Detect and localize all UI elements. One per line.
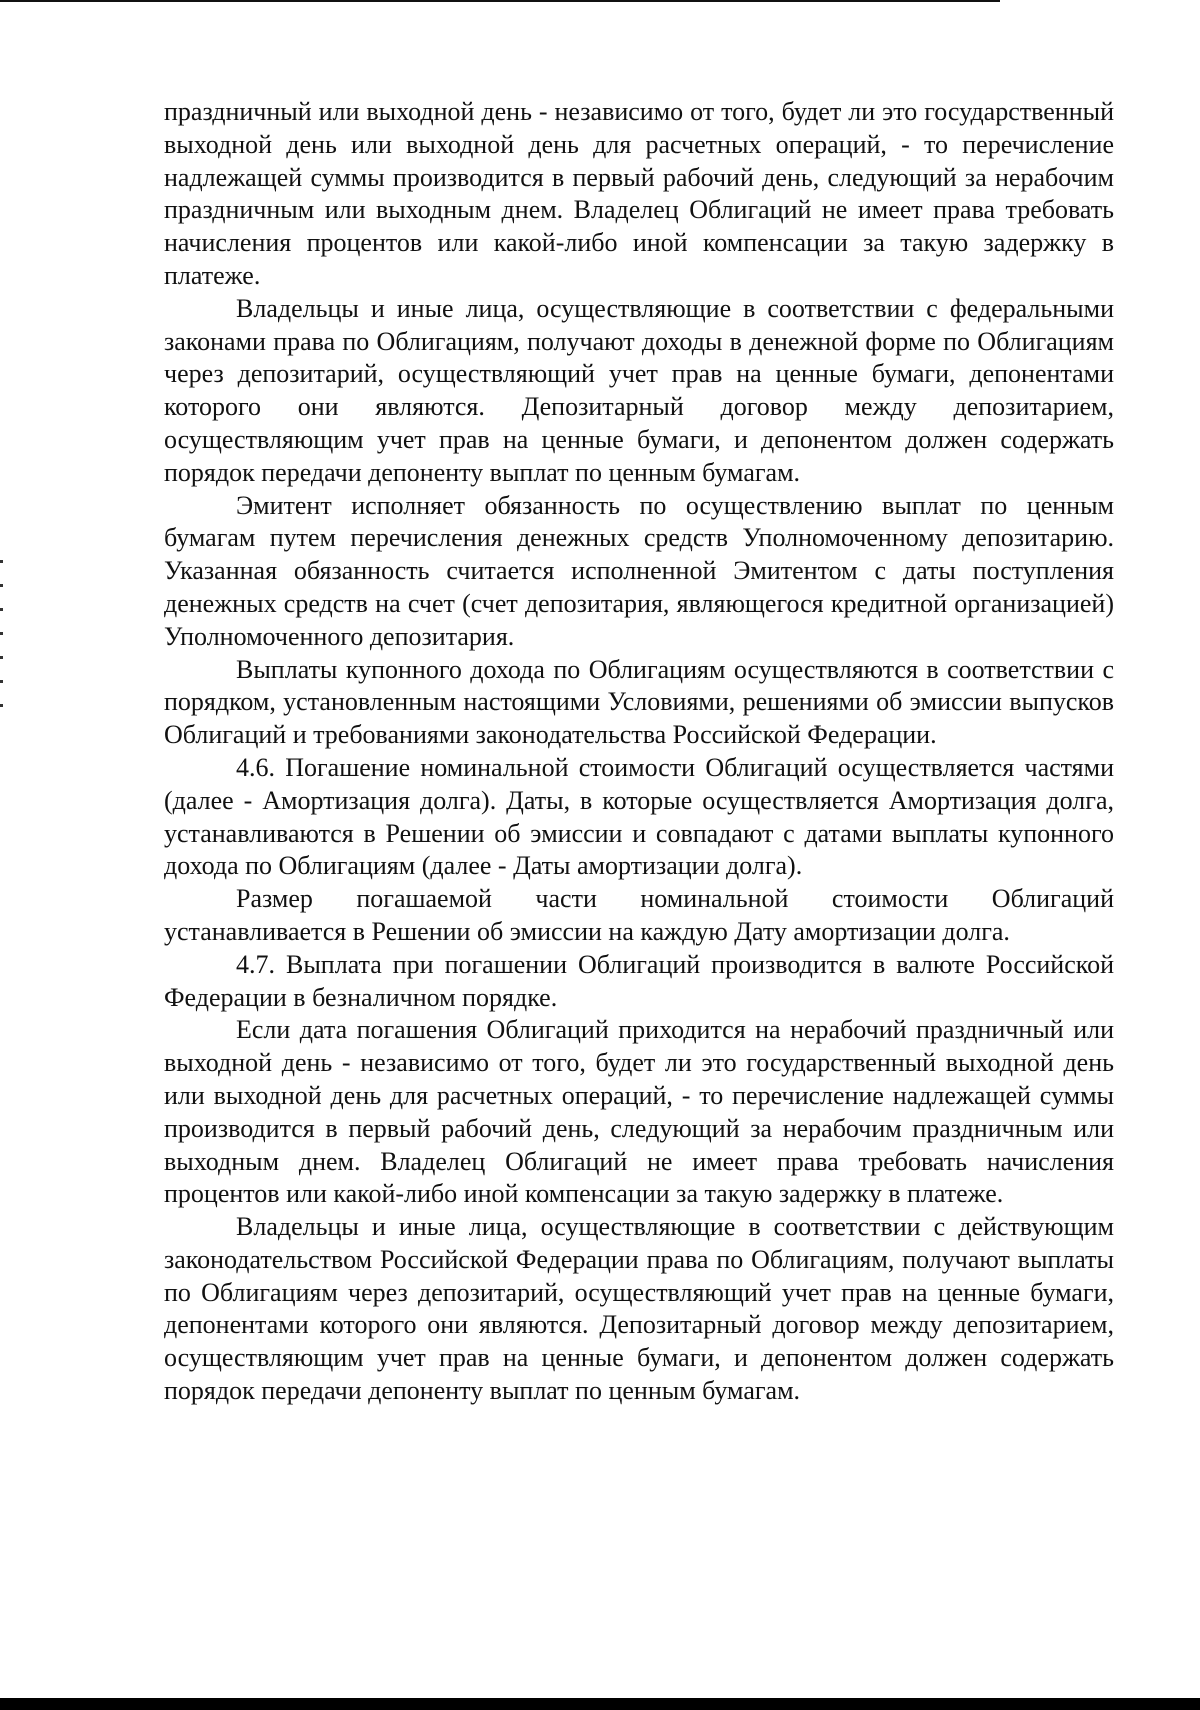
scan-top-edge xyxy=(0,0,1000,2)
paragraph: Если дата погашения Облигаций приходится на нерабочий праздничный или выходной день - независимо от того, будет ли это государственный выходной день или выходной день для расчетных операций, - то перечисление надлежащей суммы производится в первый рабочий день, следующий за нерабочим праздничным или выходным днем. Владелец Облигаций не имеет права требовать начисления процентов или какой-либо иной компенсации за такую задержку в платеже. xyxy=(164,1015,1114,1209)
paragraph: Выплаты купонного дохода по Облигациям осуществляются в соответствии с порядком, установленным настоящими Условиями, решениями об эмиссии выпусков Облигаций и требованиями законодательства Российской Федерации. xyxy=(164,654,1114,750)
paragraph: Владельцы и иные лица, осуществляющие в соответствии с действующим законодательством Российской Федерации права по Облигациям, получают выплаты по Облигациям через депозитарий, осуществляющий учет прав на ценные бумаги, депонентами которого они являются. Депозитарный договор между депозитарием, осуществляющим учет прав на ценные бумаги, и депонентом должен содержать порядок передачи депоненту выплат по ценным бумагам. xyxy=(164,1212,1114,1406)
paragraph: Владельцы и иные лица, осуществляющие в соответствии с федеральными законами права по Облигациям, получают доходы в денежной форме по Облигациям через депозитарий, осуществляющий учет прав на ценные бумаги, депонентами которого они являются. Депозитарный договор между депозитарием, осуществляющим учет прав на ценные бумаги, и депонентом должен содержать порядок передачи депоненту выплат по ценным бумагам. xyxy=(164,293,1114,487)
paragraph-continued: праздничный или выходной день - независимо от того, будет ли это государственный выходной день или выходной день для расчетных операций, - то перечисление надлежащей суммы производится в первый рабочий день, следующий за нерабочим праздничным или выходным днем. Владелец Облигаций не имеет права требовать начисления процентов или какой-либо иной компенсации за такую задержку в платеже. xyxy=(164,97,1114,290)
paragraph: Размер погашаемой части номинальной стоимости Облигаций устанавливается в Решении об эмиссии на каждую Дату амортизации долга. xyxy=(164,884,1114,946)
scan-bottom-edge xyxy=(0,1698,1200,1710)
paragraph-section-4-7: 4.7. Выплата при погашении Облигаций производится в валюте Российской Федерации в безналичном порядке. xyxy=(164,949,1114,1012)
document-body xyxy=(164,96,1114,1408)
scan-left-margin-marks xyxy=(0,560,3,720)
paragraph-section-4-6: 4.6. Погашение номинальной стоимости Облигаций осуществляется частями (далее - Амортизация долга). Даты, в которые осуществляется Амортизация долга, устанавливаются в Решении об эмиссии и совпадают с датами выплаты купонного дохода по Облигациям (далее - Даты амортизации долга). xyxy=(164,752,1114,881)
paragraph: Эмитент исполняет обязанность по осуществлению выплат по ценным бумагам путем перечисления денежных средств Уполномоченному депозитарию. Указанная обязанность считается исполненной Эмитентом с даты поступления денежных средств на счет (счет депозитария, являющегося кредитной организацией) Уполномоченного депозитария. xyxy=(164,490,1114,651)
